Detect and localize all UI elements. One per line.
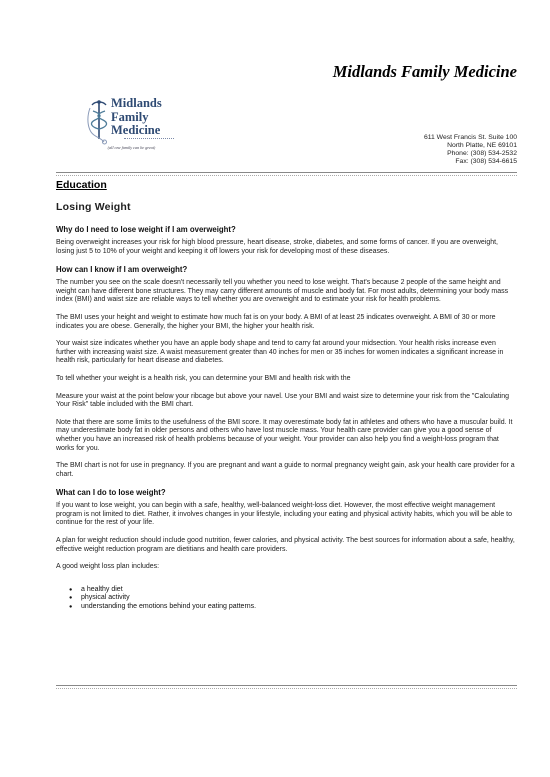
- list-item: ● understanding the emotions behind your eating patterns.: [81, 603, 517, 612]
- paragraph: If you want to lose weight, you can begin with a safe, healthy, well-balanced weight-loss diet. However, the most effective weight management program is not limited to diet. Rather, it involves changes in your lifestyle, including your eating and physical activity habits, which you will be able to continue for the rest of your life.: [56, 502, 513, 527]
- weight-loss-plan-list: [56, 586, 517, 612]
- logo-tagline: (all one family can be great): [107, 145, 156, 150]
- address-fax: Fax: (308) 534-6615: [455, 158, 517, 165]
- clinic-logo: [84, 97, 176, 153]
- paragraph: Being overweight increases your risk for high blood pressure, heart disease, stroke, diabetes, and some forms of cancer. If you are overweight, losing just 5 to 10% of your weight and keeping it off lowers your risk for developing most of these diseases.: [56, 239, 499, 255]
- address-phone: Phone: (308) 534-2532: [447, 150, 517, 157]
- paragraph: To tell whether your weight is a health risk, you can determine your BMI and health risk with the: [56, 374, 351, 382]
- caduceus-stethoscope-icon: [84, 99, 114, 145]
- logo-line-2: Family: [111, 109, 149, 124]
- paragraph: Note that there are some limits to the usefulness of the BMI score. It may overestimate body fat in athletes and others who have a muscular build. It may underestimate body fat in older persons and others who have lost muscle mass. Your health care provider can give you a good sense of whether you have an increased risk of health problems because of your weight. Your provider can also help you find a weight-loss program that works for you.: [56, 418, 513, 452]
- list-item: ● a healthy diet: [81, 586, 517, 595]
- header-divider: [56, 172, 517, 173]
- footer-divider-dotted: [56, 688, 517, 689]
- paragraph: Your waist size indicates whether you have an apple body shape and tend to carry fat around your midsection. Your health risks increase even further with increasing waist size. A waist measurement greater than 40 inches for men or 35 inches for women indicates a significant increase in health risk, particularly for heart disease and diabetes.: [56, 340, 504, 365]
- question-heading: What can I do to lose weight?: [56, 488, 166, 498]
- header-divider-dotted: [56, 175, 517, 176]
- paragraph: A plan for weight reduction should include good nutrition, fewer calories, and physical activity. The best sources for information about a safe, healthy, effective weight reduction program are dietitians and health care providers.: [56, 537, 515, 553]
- site-title: Midlands Family Medicine: [332, 62, 517, 81]
- paragraph: Measure your waist at the point below your ribcage but above your navel. Use your BMI and waist size to determine your risk from the "Calculating Your Risk" table included with the BMI chart.: [56, 392, 510, 409]
- list-item: ● physical activity: [81, 594, 517, 603]
- paragraph: A good weight loss plan includes:: [56, 563, 160, 571]
- question-heading: How can I know if I am overweight?: [56, 265, 188, 275]
- paragraph: The BMI uses your height and weight to estimate how much fat is on your body. A BMI of at least 25 indicates overweight. A BMI of 30 or more indicates you are obese. Generally, the higher your BMI, the higher your health risk.: [56, 313, 496, 330]
- logo-divider: [124, 138, 174, 139]
- logo-line-1: Midlands: [111, 96, 162, 110]
- page-heading: Losing Weight: [56, 201, 131, 213]
- address-city: North Platte, NE 69101: [447, 142, 517, 149]
- paragraph: The BMI chart is not for use in pregnancy. If you are pregnant and want a guide to normal pregnancy weight gain, ask your health care provider for a chart.: [56, 462, 515, 478]
- logo-wordmark: [111, 97, 162, 138]
- footer-divider: [56, 685, 517, 686]
- paragraph: The number you see on the scale doesn't necessarily tell you whether you need to lose weight. That's because 2 people of the same height and weight can have different bone structures. They may carry different amounts of muscle and body fat. For most adults, determining your body mass index (BMI) and waist size are reliable ways to tell whether you are overweight and to estimate your risk for health problems.: [56, 279, 509, 304]
- logo-line-3: Medicine: [111, 123, 161, 137]
- question-heading: Why do I need to lose weight if I am overweight?: [56, 225, 236, 234]
- section-title: Education: [56, 179, 107, 191]
- article-body: [56, 179, 517, 612]
- address-street: 611 West Francis St. Suite 100: [423, 134, 517, 141]
- clinic-address: [424, 134, 517, 166]
